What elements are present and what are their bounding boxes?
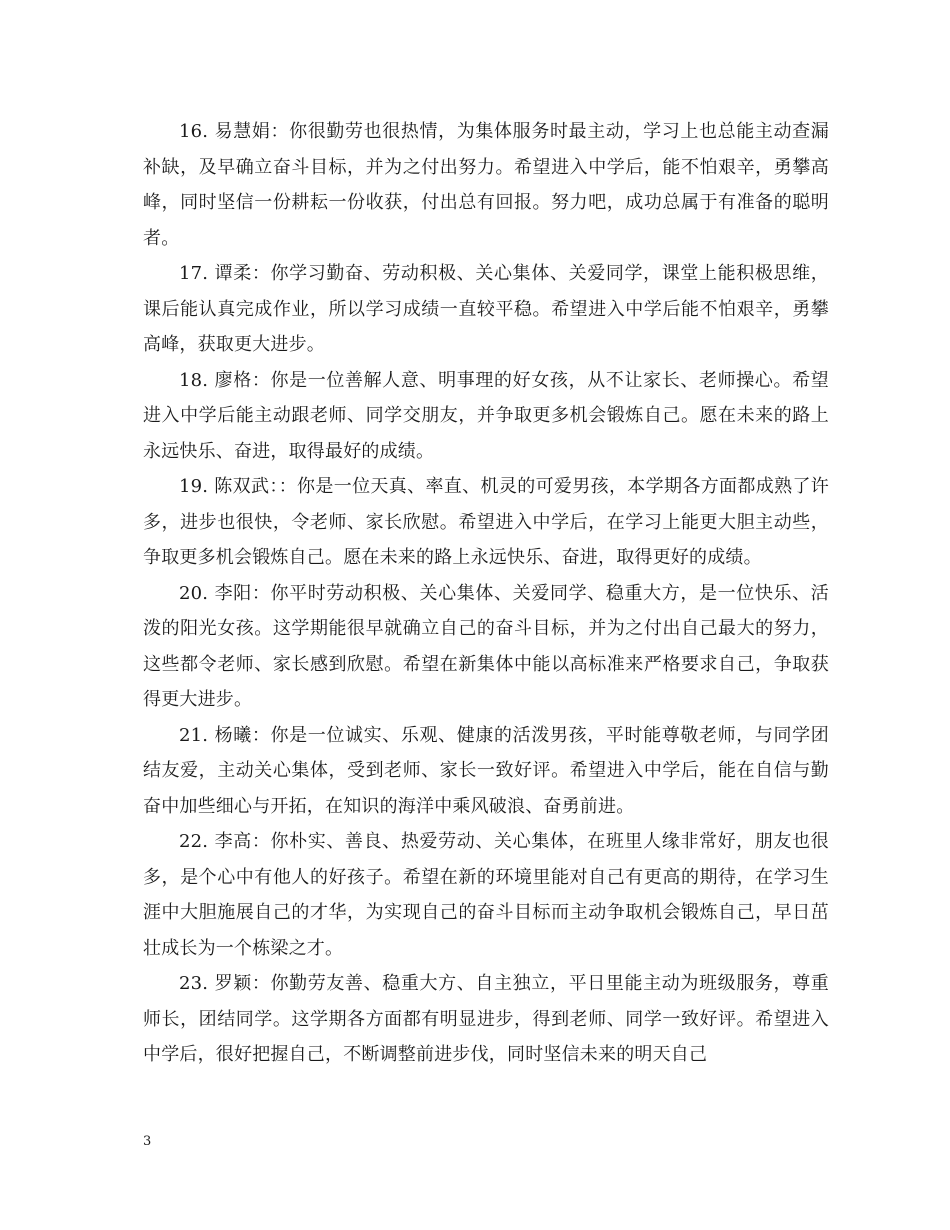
comment-paragraph-21: 21. 杨曦：你是一位诚实、乐观、健康的活泼男孩，平时能尊敬老师，与同学团结友爱，主动关心集体，受到老师、家长一致好评。希望进入中学后，能在自信与勤奋中加些细心与开拓，在知识的海洋中乘风破浪、奋勇前进。 — [143, 724, 829, 817]
comment-paragraph-19: 19. 陈双武：：你是一位天真、率直、机灵的可爱男孩，本学期各方面都成熟了许多，进步也很快，令老师、家长欣慰。希望进入中学后，在学习上能更大胆主动些，争取更多机会锻炼自己。愿在未来的路上永远快乐、奋进，取得更好的成绩。 — [143, 476, 829, 568]
comment-paragraph-20: 20. 李阳：你平时劳动积极、关心集体、关爱同学、稳重大方，是一位快乐、活泼的阳光女孩。这学期能很早就确立自己的奋斗目标，并为之付出自己最大的努力，这些都令老师、家长感到欣慰。希望在新集体中能以高标准来严格要求自己，争取获得更大进步。 — [143, 582, 829, 710]
comment-paragraph-22: 22. 李高：你朴实、善良、热爱劳动、关心集体，在班里人缘非常好，朋友也很多，是个心中有他人的好孩子。希望在新的环境里能对自己有更高的期待，在学习生涯中大胆施展自己的才华，为实现自己的奋斗目标而主动争取机会锻炼自己，早日茁壮成长为一个栋梁之才。 — [143, 831, 829, 959]
comment-paragraph-23: 23. 罗颖：你勤劳友善、稳重大方、自主独立，平日里能主动为班级服务，尊重师长，团结同学。这学期各方面都有明显进步，得到老师、同学一致好评。希望进入中学后，很好把握自己，不断调整前进步伐，同时坚信未来的明天自己 — [143, 973, 829, 1065]
comment-paragraph-17: 17. 谭柔：你学习勤奋、劳动积极、关心集体、关爱同学，课堂上能积极思维，课后能认真完成作业，所以学习成绩一直较平稳。希望进入中学后能不怕艰辛，勇攀高峰，获取更大进步。 — [143, 263, 829, 355]
comment-paragraph-16: 16. 易慧娟：你很勤劳也很热情，为集体服务时最主动，学习上也总能主动查漏补缺，及早确立奋斗目标，并为之付出努力。希望进入中学后，能不怕艰辛，勇攀高峰，同时坚信一份耕耘一份收获，付出总有回报。努力吧，成功总属于有准备的聪明者。 — [143, 121, 829, 249]
page-number: 3 — [143, 1134, 152, 1149]
comment-paragraph-18: 18. 廖格：你是一位善解人意、明事理的好女孩，从不让家长、老师操心。希望进入中学后能主动跟老师、同学交朋友，并争取更多机会锻炼自己。愿在未来的路上永远快乐、奋进，取得最好的成绩。 — [143, 369, 829, 462]
document-body — [143, 114, 829, 1073]
